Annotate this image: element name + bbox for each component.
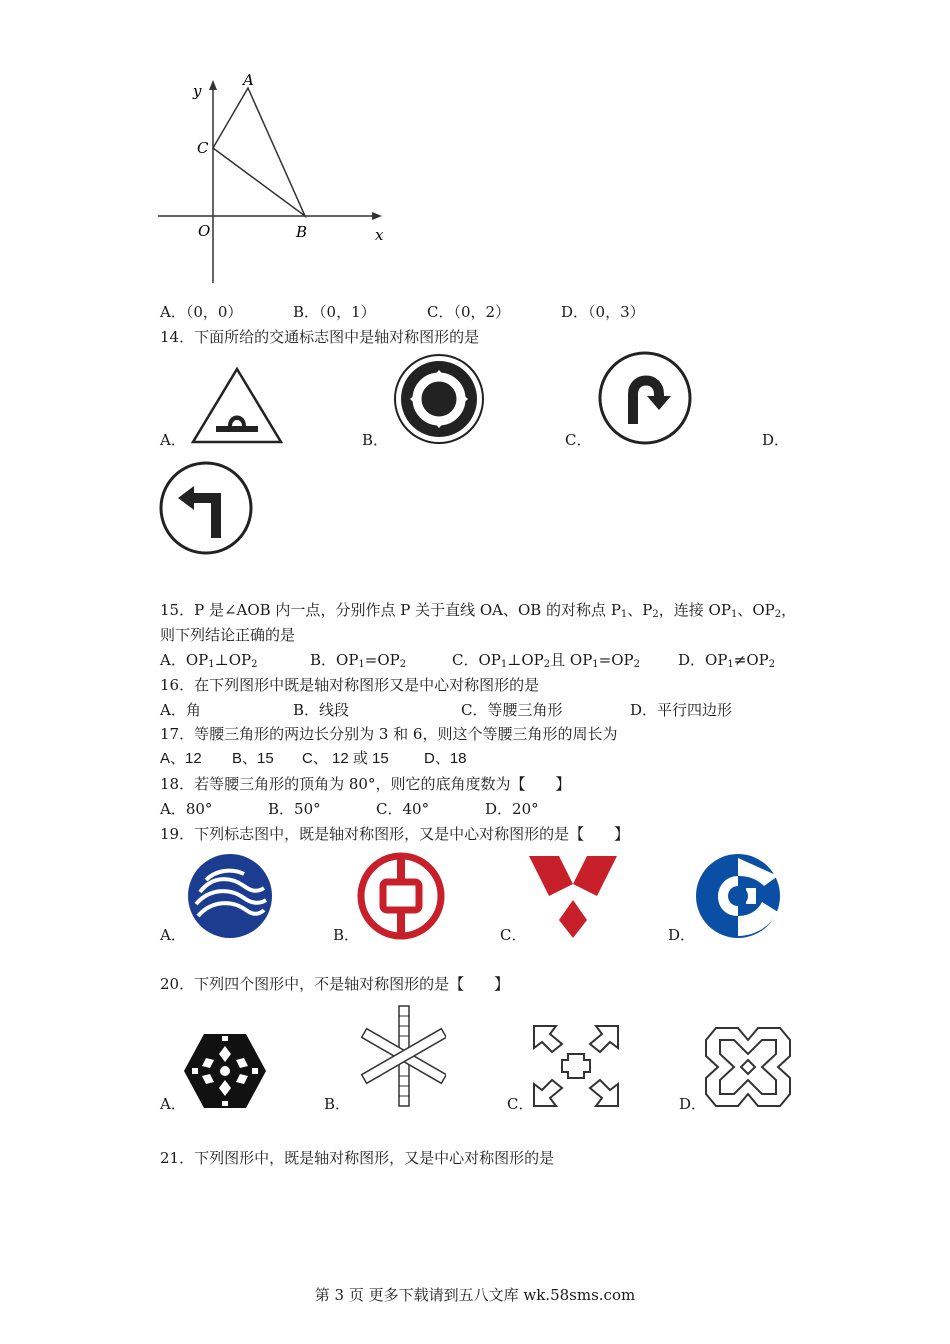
q15-option-c: C．$OP_1\perp OP_2$且 $OP_1=OP_2$: [452, 651, 641, 670]
point-b-label: B: [296, 223, 308, 241]
x-shape-figure: [702, 1024, 794, 1110]
q17-option-a: A、12: [160, 750, 202, 767]
q16-option-a: A．角: [160, 701, 201, 719]
q15-question-line1: 15．P 是∠AOB 内一点，分别作点 P 关于直线 OA、OB 的对称点 $P_1$、$P_2$，连接 $OP_1$、$OP_2$，: [160, 601, 797, 620]
q15-option-d: D．$OP_1\ne OP_2$: [678, 651, 776, 670]
q18-option-d: D．20°: [485, 800, 539, 818]
q18-option-a: A．80°: [160, 800, 213, 818]
q17-option-c: C、 12 或 15: [302, 750, 389, 767]
x-label: x: [375, 226, 384, 244]
q18-option-b: B．50°: [268, 800, 321, 818]
q13-option-c: C．（0，2）: [427, 303, 511, 321]
sign-roundabout: [392, 352, 486, 446]
red-triangles-logo: [527, 854, 619, 940]
q13-option-d: D．（0，3）: [561, 303, 645, 321]
china-mobile-logo: [186, 852, 274, 940]
q19-label-a: A．: [160, 926, 186, 944]
y-label: y: [193, 82, 202, 100]
q14-label-c: C．: [565, 431, 592, 449]
arrows-cross-figure: [528, 1022, 624, 1110]
q20-label-a: A．: [160, 1095, 186, 1113]
q14-label-d: D．: [762, 431, 790, 449]
q16-option-b: B．线段: [293, 701, 350, 719]
q16-question: 16．在下列图形中既是轴对称图形又是中心对称图形的是: [160, 676, 540, 694]
q20-label-c: C．: [507, 1095, 534, 1113]
hexagon-snowflake-figure: [182, 1030, 268, 1112]
q15-question-line2: 则下列结论正确的是: [160, 626, 296, 644]
x-axis-arrow: [372, 212, 382, 220]
construction-bank-logo: [694, 852, 782, 940]
q18-option-c: C．40°: [376, 800, 430, 818]
ladder-asterisk-figure: [346, 1002, 446, 1110]
q17-option-d: D、18: [424, 750, 467, 767]
q19-label-b: B．: [333, 926, 360, 944]
q19-label-d: D．: [668, 926, 696, 944]
q21-question: 21．下列图形中，既是轴对称图形，又是中心对称图形的是: [160, 1149, 555, 1167]
origin-label: O: [198, 222, 211, 240]
q13-option-a: A．（0，0）: [160, 303, 243, 321]
q13-option-b: B．（0，1）: [293, 303, 376, 321]
y-axis-arrow: [209, 80, 217, 90]
sign-turn-left: [158, 460, 254, 556]
q20-label-d: D．: [679, 1095, 707, 1113]
q19-question: 19．下列标志图中，既是轴对称图形，又是中心对称图形的是【 】: [160, 825, 630, 843]
q14-question: 14．下面所给的交通标志图中是轴对称图形的是: [160, 328, 480, 346]
q16-option-c: C．等腰三角形: [461, 701, 563, 719]
q17-question: 17．等腰三角形的两边长分别为 3 和 6，则这个等腰三角形的周长为: [160, 725, 618, 743]
q20-label-b: B．: [324, 1095, 351, 1113]
q18-question: 18．若等腰三角形的顶角为 80°，则它的底角度数为【 】: [160, 775, 571, 793]
sign-hump-bridge-triangle: [188, 364, 286, 448]
page-footer: 第 3 页 更多下载请到五八文库 wk.58sms.com: [314, 1286, 636, 1304]
q14-label-b: B．: [362, 431, 389, 449]
bank-of-china-logo: [357, 852, 445, 940]
q15-option-a: A．$OP_1\perp OP_2$: [160, 651, 258, 670]
triangle-abc: [213, 88, 305, 216]
q17-option-b: B、15: [232, 750, 274, 767]
point-c-label: C: [197, 139, 209, 157]
coordinate-graph: [150, 68, 400, 293]
q19-label-c: C．: [500, 926, 527, 944]
q20-question: 20．下列四个图形中，不是轴对称图形的是【 】: [160, 975, 510, 993]
q16-option-d: D．平行四边形: [630, 701, 733, 719]
q14-label-a: A．: [160, 431, 186, 449]
sign-u-turn-right: [597, 350, 693, 446]
point-a-label: A: [243, 71, 254, 89]
q15-option-b: B．$OP_1=OP_2$: [310, 651, 407, 670]
